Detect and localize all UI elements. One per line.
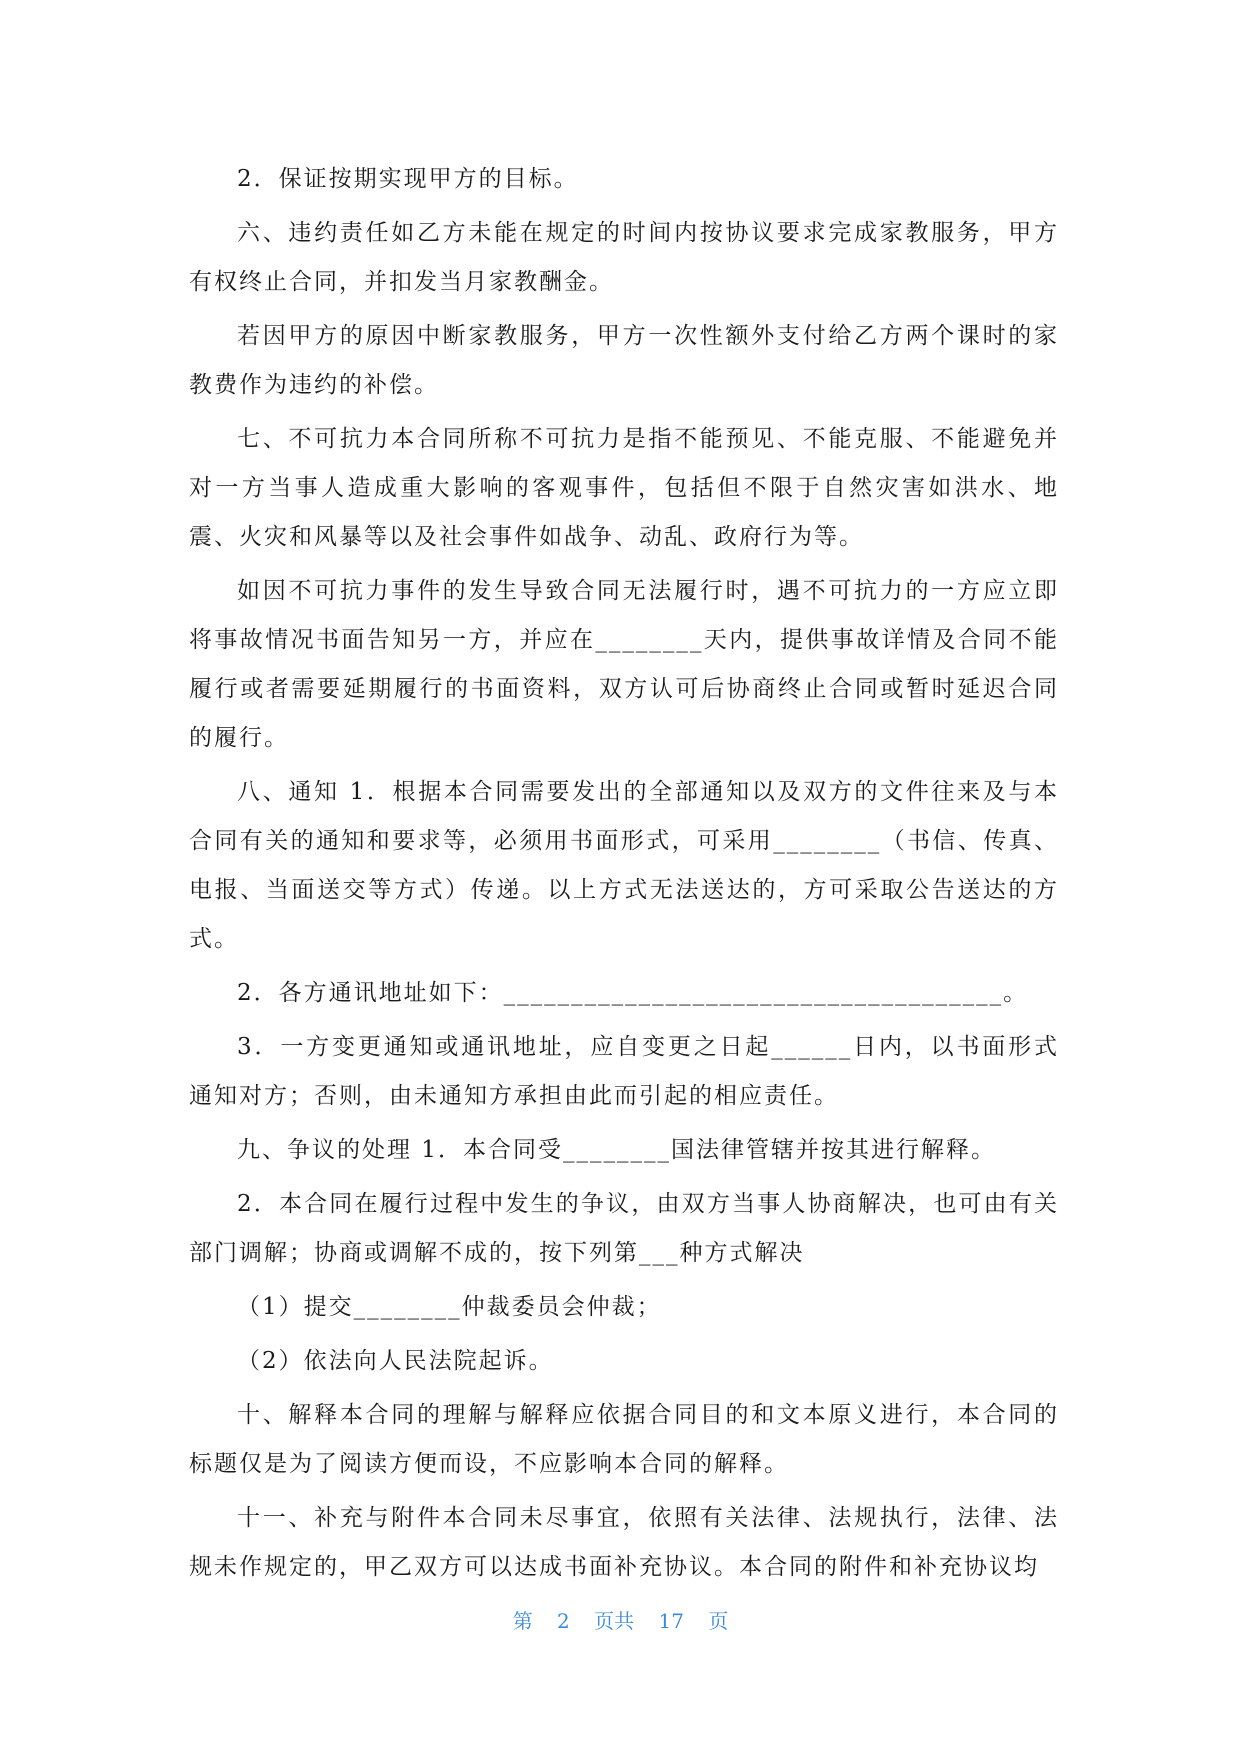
footer-total-pages: 17 [658,1609,684,1633]
footer-prefix: 第 [512,1609,533,1633]
paragraph: 如因不可抗力事件的发生导致合同无法履行时，遇不可抗力的一方应立即将事故情况书面告知另一方，并应在________天内，提供事故详情及合同不能履行或者需要延期履行的书面资料，双方认可后协商终止合同或暂时延迟合同的履行。 [189,578,1059,751]
footer-mid: 页共 [594,1609,635,1633]
paragraph: 2．保证按期实现甲方的目标。 [237,166,579,192]
paragraph: 2．各方通讯地址如下：_____________________________________。 [237,980,1029,1006]
paragraph: 若因甲方的原因中断家教服务，甲方一次性额外支付给乙方两个课时的家教费作为违约的补偿。 [189,323,1059,398]
footer-page-number: 2 [557,1609,570,1633]
page-footer [0,1605,1241,1634]
paragraph: 七、不可抗力本合同所称不可抗力是指不能预见、不能克服、不能避免并对一方当事人造成重大影响的客观事件，包括但不限于自然灾害如洪水、地震、火灾和风暴等以及社会事件如战争、动乱、政府行为等。 [189,426,1059,550]
paragraph: 六、违约责任如乙方未能在规定的时间内按协议要求完成家教服务，甲方有权终止合同，并扣发当月家教酬金。 [189,220,1059,295]
paragraph: （2）依法向人民法院起诉。 [237,1348,554,1374]
paragraph: 八、通知 1．根据本合同需要发出的全部通知以及双方的文件往来及与本合同有关的通知和要求等，必须用书面形式，可采用________（书信、传真、电报、当面送交等方式）传递。以上方式无法送达的，方可采取公告送达的方式。 [189,779,1059,952]
paragraph: 2．本合同在履行过程中发生的争议，由双方当事人协商解决，也可由有关部门调解；协商或调解不成的，按下列第___种方式解决 [189,1191,1059,1266]
paragraph: （1）提交________仲裁委员会仲裁； [237,1294,662,1320]
document-body [189,155,1059,1597]
paragraph: 九、争议的处理 1．本合同受________国法律管辖并按其进行解释。 [237,1137,996,1163]
paragraph: 十、解释本合同的理解与解释应依据合同目的和文本原义进行，本合同的标题仅是为了阅读方便而设，不应影响本合同的解释。 [189,1402,1059,1477]
paragraph: 十一、补充与附件本合同未尽事宜，依照有关法律、法规执行，法律、法规未作规定的，甲乙双方可以达成书面补充协议。本合同的附件和补充协议均 [189,1505,1059,1580]
paragraph: 3．一方变更通知或通讯地址，应自变更之日起______日内，以书面形式通知对方；否则，由未通知方承担由此而引起的相应责任。 [189,1034,1059,1109]
footer-suffix: 页 [708,1609,729,1633]
